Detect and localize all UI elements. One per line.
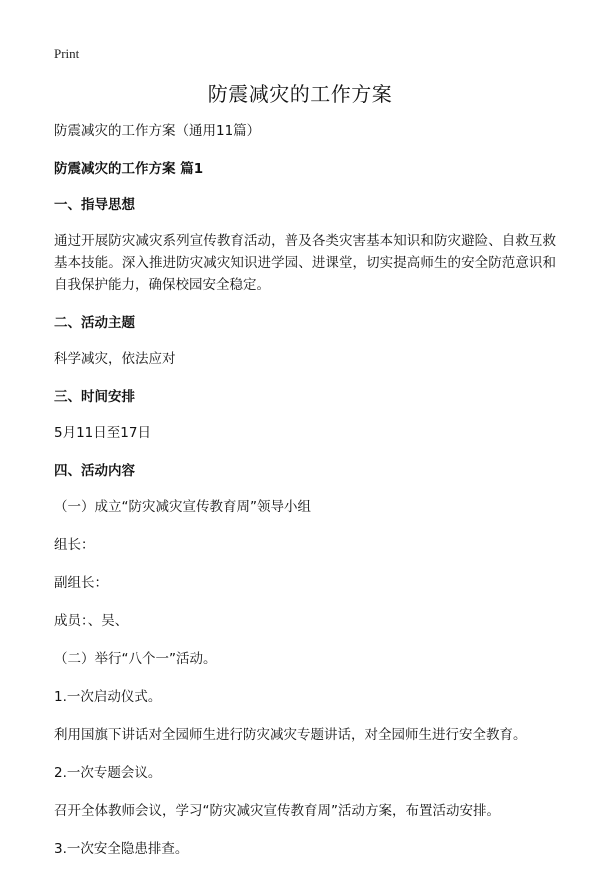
activity-2-title: 2.一次专题会议。 [54,765,162,781]
print-link[interactable]: Print [54,46,80,61]
section-heading-schedule: 三、时间安排 [54,389,135,405]
list-item-members: 成员：、吴、 [54,613,129,629]
list-item-leader: 组长： [54,537,95,553]
list-item-eight-activities: （二）举行“八个一”活动。 [54,651,217,667]
section-heading-theme: 二、活动主题 [54,315,135,331]
document-subtitle: 防震减灾的工作方案（通用11篇） [54,123,261,139]
page-title: 防震减灾的工作方案 [207,82,393,106]
activity-3-title: 3.一次安全隐患排查。 [54,841,189,857]
section-text-schedule: 5月11日至17日 [54,425,151,441]
activity-1-title: 1.一次启动仪式。 [54,689,162,705]
list-item-vice-leader: 副组长： [54,575,108,591]
section-text-theme: 科学减灾，依法应对 [54,351,176,367]
document-body [54,120,556,876]
section-text-guiding-thought: 通过开展防灾减灾系列宣传教育活动，普及各类灾害基本知识和防灾避险、自救互救基本技能。深入推进防灾减灾知识进学园、进课堂，切实提高师生的安全防范意识和自我保护能力，确保校园安全稳定。 [54,233,556,293]
section-heading-activities: 四、活动内容 [54,463,135,479]
activity-1-text: 利用国旗下讲话对全园师生进行防灾减灾专题讲话，对全园师生进行安全教育。 [54,727,527,743]
activity-2-text: 召开全体教师会议，学习“防灾减灾宣传教育周”活动方案，布置活动安排。 [54,803,500,819]
section-heading-guiding-thought: 一、指导思想 [54,197,135,213]
article-heading: 防震减灾的工作方案 篇1 [54,161,204,177]
list-item-leadership-group: （一）成立“防灾减灾宣传教育周”领导小组 [54,499,311,515]
